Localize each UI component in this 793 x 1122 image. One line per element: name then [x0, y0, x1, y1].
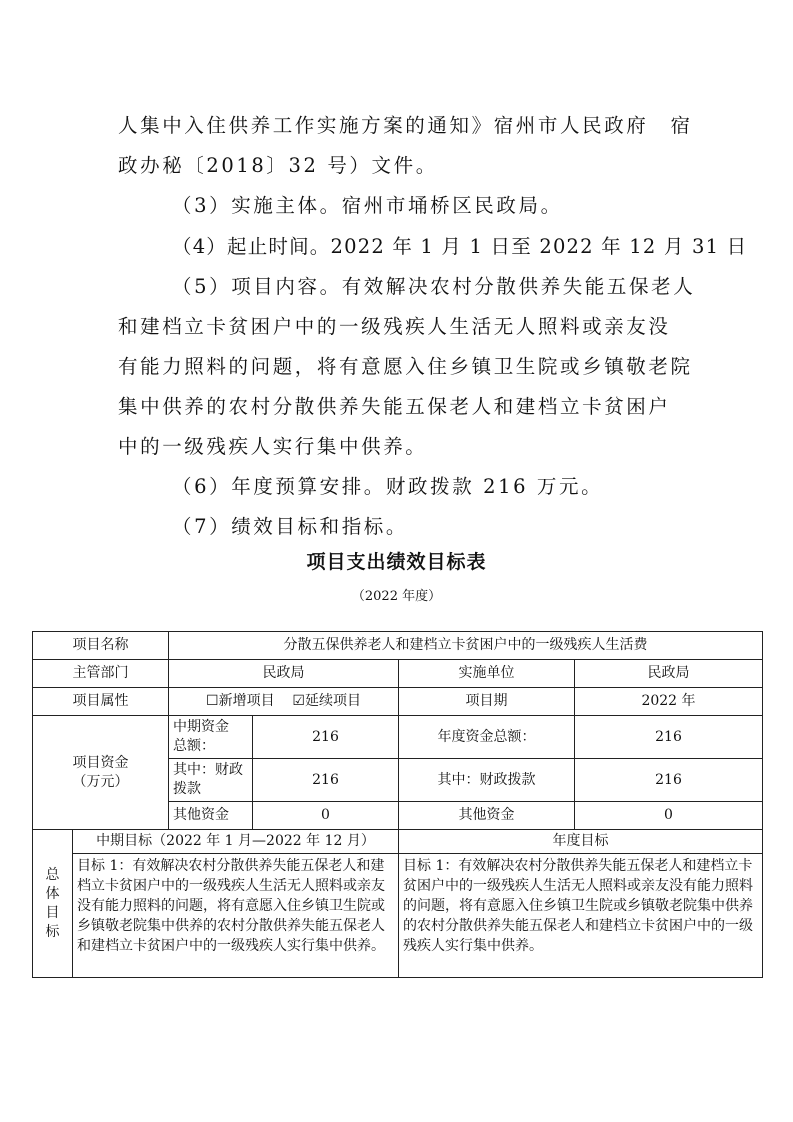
overall-label-char-1: 总 — [45, 866, 60, 883]
attr-options — [169, 688, 399, 716]
annual-fiscal-label: 其中：财政拨款 — [399, 759, 575, 802]
unit-value: 民政局 — [575, 660, 763, 688]
body-line-5: （5）项目内容。有效解决农村分散供养失能五保老人 — [172, 275, 696, 298]
annual-goal-text: 目标 1：有效解决农村分散供养失能五保老人和建档立卡贫困户中的一级残疾人生活无人照料或亲友没有能力照料的问题，将有意愿入住乡镇卫生院或乡镇敬老院集中供养的农村分散供养失能五保老人和建档立卡贫困户中的一级残疾人实行集中供养。 — [399, 854, 763, 978]
funds-label-line-2: （万元） — [72, 773, 129, 790]
checkbox-checked-icon: ☑ — [292, 693, 305, 709]
table-row — [33, 688, 763, 716]
table-row — [33, 632, 763, 660]
annual-total-value: 216 — [575, 716, 763, 759]
unit-label: 实施单位 — [399, 660, 575, 688]
body-line-10: （6）年度预算安排。财政拨款 216 万元。 — [172, 475, 604, 498]
body-line-7: 有能力照料的问题，将有意愿入住乡镇卫生院或乡镇敬老院 — [118, 355, 693, 378]
body-line-2: 政办秘〔2018〕32 号）文件。 — [118, 154, 438, 177]
mid-goal-text: 目标 1：有效解决农村分散供养失能五保老人和建档立卡贫困户中的一级残疾人生活无人照料或亲友没有能力照料的问题，将有意愿入住乡镇卫生院或乡镇敬老院集中供养的农村分散供养失能五保老人和建档立卡贫困户中的一级残疾人实行集中供养。 — [73, 854, 399, 978]
annual-other-label: 其他资金 — [399, 802, 575, 830]
mid-fiscal-value: 216 — [253, 759, 399, 802]
mid-total-label-line-1: 中期资金 — [173, 719, 229, 735]
body-line-11: （7）绩效目标和指标。 — [172, 515, 409, 538]
period-label: 项目期 — [399, 688, 575, 716]
body-line-1: 人集中入住供养工作实施方案的通知》宿州市人民政府 宿 — [118, 114, 693, 137]
mid-total-value: 216 — [253, 716, 399, 759]
mid-other-label: 其他资金 — [169, 802, 253, 830]
mid-total-label-line-2: 总额： — [173, 738, 215, 754]
annual-goal-header: 年度目标 — [399, 830, 763, 854]
mid-goal-header: 中期目标（2022 年 1 月—2022 年 12 月） — [73, 830, 399, 854]
performance-target-table — [32, 631, 763, 978]
attr-new-label: 新增项目 — [218, 693, 275, 709]
mid-other-value: 0 — [253, 802, 399, 830]
project-name-label: 项目名称 — [33, 632, 169, 660]
body-line-3: （3）实施主体。宿州市埇桥区民政局。 — [172, 194, 563, 217]
overall-target-label — [33, 830, 73, 978]
overall-label-char-4: 标 — [45, 923, 60, 940]
table-row — [33, 854, 763, 978]
body-line-4: （4）起止时间。2022 年 1 月 1 日至 2022 年 12 月 31 日 — [172, 235, 748, 258]
body-line-8: 集中供养的农村分散供养失能五保老人和建档立卡贫困户 — [118, 395, 671, 418]
table-row — [33, 660, 763, 688]
overall-label-char-3: 目 — [45, 904, 60, 921]
body-line-6: 和建档立卡贫困户中的一级残疾人生活无人照料或亲友没 — [118, 315, 671, 338]
mid-fiscal-label-line-2: 拨款 — [173, 781, 201, 797]
funds-label — [33, 716, 169, 830]
mid-fiscal-label — [169, 759, 253, 802]
dept-value: 民政局 — [169, 660, 399, 688]
table-row — [33, 830, 763, 854]
checkbox-unchecked-icon: ☐ — [206, 693, 219, 709]
overall-label-char-2: 体 — [45, 885, 60, 902]
annual-fiscal-value: 216 — [575, 759, 763, 802]
table-title: 项目支出绩效目标表 — [306, 551, 487, 573]
annual-other-value: 0 — [575, 802, 763, 830]
attr-label: 项目属性 — [33, 688, 169, 716]
attr-cont-label: 延续项目 — [304, 693, 361, 709]
mid-total-label — [169, 716, 253, 759]
funds-label-line-1: 项目资金 — [72, 754, 129, 771]
table-row — [33, 716, 763, 759]
table-subtitle: （2022 年度） — [351, 589, 442, 604]
annual-total-label: 年度资金总额： — [399, 716, 575, 759]
dept-label: 主管部门 — [33, 660, 169, 688]
mid-fiscal-label-line-1: 其中：财政 — [173, 762, 243, 778]
project-name-value: 分散五保供养老人和建档立卡贫困户中的一级残疾人生活费 — [169, 632, 763, 660]
body-line-9: 中的一级残疾人实行集中供养。 — [118, 435, 428, 458]
period-value: 2022 年 — [575, 688, 763, 716]
